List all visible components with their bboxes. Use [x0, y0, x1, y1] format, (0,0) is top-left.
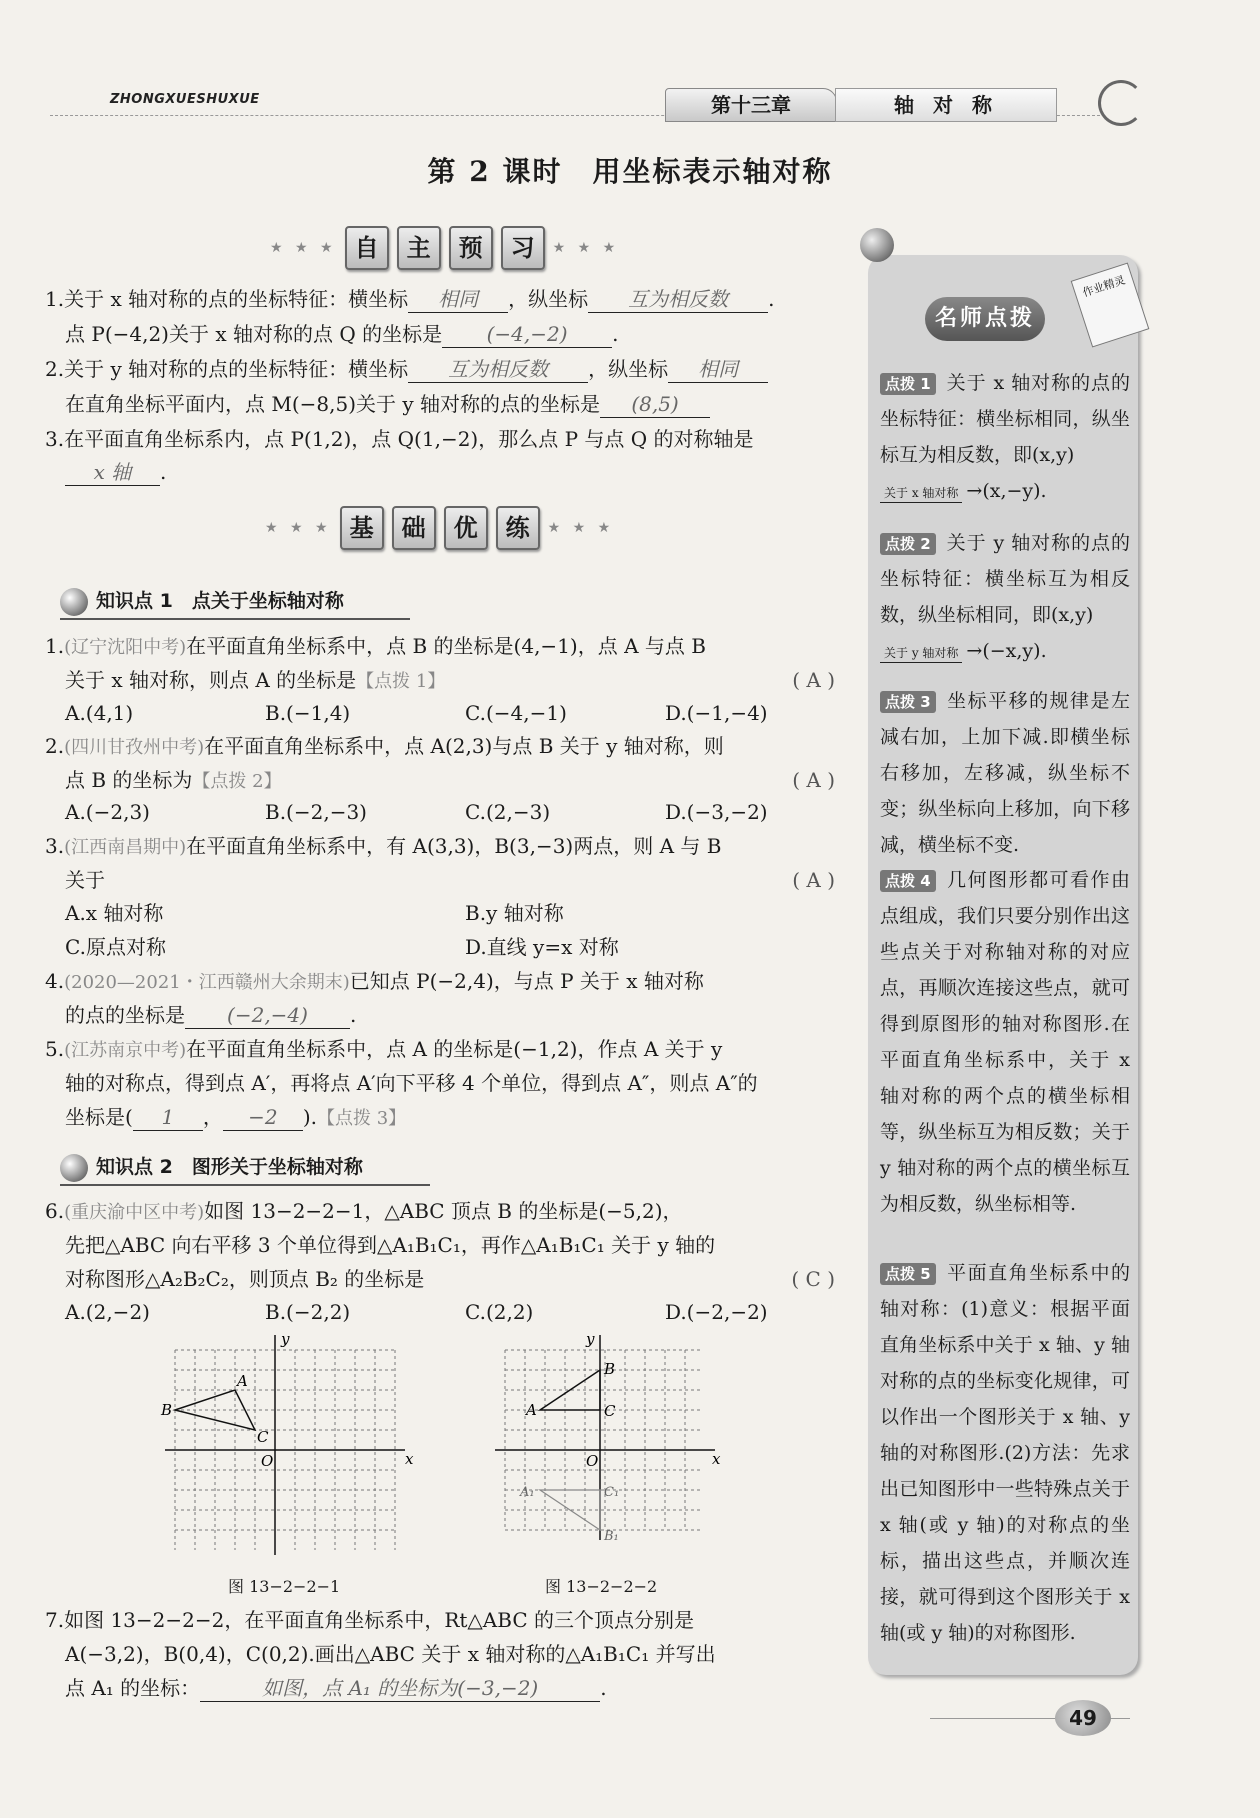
- svg-text:A: A: [237, 1372, 248, 1390]
- banner-char: 基: [340, 506, 384, 550]
- answer-bracket: ( A ): [792, 768, 835, 792]
- svg-text:C₁: C₁: [604, 1485, 620, 1500]
- kp2-underline: [60, 1184, 430, 1186]
- option-a: A.(−2,3): [65, 800, 150, 824]
- option-c: C.原点对称: [65, 935, 166, 959]
- svg-text:O: O: [586, 1452, 599, 1470]
- knowledge-point-2: 知识点 2 图形关于坐标轴对称: [60, 1152, 363, 1182]
- pushpin-icon: [860, 228, 894, 262]
- option-d: D.(−1,−4): [665, 701, 768, 725]
- figure-13-2-2-1: [161, 1330, 425, 1560]
- question-6: 6.(重庆渝中区中考)如图 13−2−2−1，△ABC 顶点 B 的坐标是(−5,2)，: [45, 1199, 683, 1223]
- option-c: C.(2,−3): [465, 800, 551, 824]
- option-d: D.(−2,−2): [665, 1300, 768, 1324]
- tip-3: 点拨 3 坐标平移的规律是左减右加，上加下减.即横坐标右移加，左移减，纵坐标不变；纵坐标向上移加，向下移减，横坐标不变.: [880, 690, 1130, 856]
- figure-caption: 图 13−2−2−2: [545, 1577, 658, 1596]
- section-banner-practice: [265, 504, 614, 552]
- figure-13-2-2-2: [490, 1330, 730, 1560]
- figure-caption: 图 13−2−2−1: [228, 1577, 341, 1596]
- banner-char: 础: [392, 506, 436, 550]
- svg-text:y: y: [281, 1330, 290, 1348]
- svg-text:C: C: [604, 1402, 616, 1420]
- option-d: D.(−3,−2): [665, 800, 768, 824]
- preview-q2b: 在直角坐标平面内，点 M(−8,5)关于 y 轴对称的点的坐标是 (8,5): [65, 388, 855, 420]
- question-4-line2: 的点的坐标是 (−2,−4) .: [65, 1003, 357, 1027]
- header-chapter: 第十三章: [665, 88, 837, 122]
- question-5-line2: 轴的对称点，得到点 A′，再将点 A′向下平移 4 个单位，得到点 A″，则点 A″的: [65, 1071, 758, 1095]
- answer-bracket: ( C ): [791, 1267, 835, 1291]
- arrow-label: 关于 y 轴对称: [880, 644, 962, 663]
- star-icon: ★ ★ ★: [552, 240, 620, 256]
- star-icon: ★ ★ ★: [265, 520, 332, 536]
- banner-char: 预: [449, 226, 493, 270]
- option-c: C.(−4,−1): [465, 701, 567, 725]
- arrow-label: 关于 x 轴对称: [880, 484, 962, 503]
- preview-q2a: 2.关于 y 轴对称的点的坐标特征：横坐标 互为相反数 ，纵坐标 相同: [45, 353, 835, 385]
- question-2: 2.(四川甘孜州中考)在平面直角坐标系中，点 A(2,3)与点 B 关于 y 轴对称，则: [45, 734, 724, 758]
- preview-q1a: 1.关于 x 轴对称的点的坐标特征：横坐标 相同 ，纵坐标 互为相反数 .: [45, 287, 775, 311]
- star-icon: ★ ★ ★: [547, 520, 615, 536]
- question-5: 5.(江苏南京中考)在平面直角坐标系中，点 A 的坐标是(−1,2)，作点 A 关于 y: [45, 1037, 723, 1061]
- banner-char: 优: [444, 506, 488, 550]
- question-6-line2: 先把△ABC 向右平移 3 个单位得到△A₁B₁C₁，再作△A₁B₁C₁ 关于 y 轴的: [65, 1233, 716, 1257]
- question-4: 4.(2020—2021・江西赣州大余期末)已知点 P(−2,4)，与点 P 关于 x 轴对称: [45, 969, 704, 993]
- svg-text:C: C: [257, 1428, 269, 1446]
- tip-tag: 点拨 4: [880, 870, 936, 892]
- sphere-icon: [60, 1154, 88, 1182]
- page-title: 第 2 课时 用坐标表示轴对称: [427, 155, 833, 188]
- svg-text:x: x: [405, 1450, 414, 1468]
- sphere-icon: [60, 588, 88, 616]
- banner-char: 习: [501, 226, 545, 270]
- section-banner-preview: [270, 224, 619, 272]
- answer-bracket: ( A ): [792, 868, 835, 892]
- banner-char: 练: [496, 506, 540, 550]
- kp1-underline: [60, 618, 410, 620]
- question-1: 1.(辽宁沈阳中考)在平面直角坐标系中，点 B 的坐标是(4,−1)，点 A 与点 B: [45, 634, 706, 658]
- question-5-line3: 坐标是( 1 ， −2 ).【点拨 3】: [65, 1105, 407, 1129]
- sidebar-title: 名师点拨: [925, 297, 1045, 341]
- page-number: 49: [1055, 1700, 1111, 1736]
- question-3: 3.(江西南昌期中)在平面直角坐标系中，有 A(3,3)，B(3,−3)两点，则 A 与 B: [45, 834, 722, 858]
- tip-tag: 点拨 5: [880, 1263, 936, 1285]
- tip-tag: 点拨 3: [880, 691, 936, 713]
- question-2-line2: 点 B 的坐标为【点拨 2】 ( A ): [65, 764, 835, 798]
- preview-q1b: 点 P(−4,2)关于 x 轴对称的点 Q 的坐标是 (−4,−2) .: [65, 322, 619, 346]
- svg-text:A: A: [526, 1401, 537, 1419]
- question-7: 7.如图 13−2−2−2，在平面直角坐标系中，Rt△ABC 的三个顶点分别是: [45, 1608, 694, 1632]
- banner-char: 自: [345, 226, 389, 270]
- option-b: B.(−1,4): [265, 701, 351, 725]
- option-d: D.直线 y=x 对称: [465, 935, 619, 959]
- tip-1: 点拨 1 关于 x 轴对称的点的坐标特征：横坐标相同，纵坐标互为相反数，即(x,y) 关于 x 轴对称 →(x,−y).: [880, 372, 1130, 502]
- question-7-line2: A(−3,2)，B(0,4)，C(0,2).画出△ABC 关于 x 轴对称的△A₁B₁C₁ 并写出: [65, 1642, 716, 1666]
- question-6-line3: 对称图形△A₂B₂C₂，则顶点 B₂ 的坐标是 ( C ): [65, 1263, 835, 1295]
- preview-q3a: 3.在平面直角坐标系内，点 P(1,2)，点 Q(1,−2)，那么点 P 与点 Q 的对称轴是: [45, 427, 754, 451]
- option-b: B.y 轴对称: [465, 901, 564, 925]
- option-a: A.(4,1): [65, 701, 134, 725]
- banner-char: 主: [397, 226, 441, 270]
- svg-text:B: B: [604, 1360, 616, 1378]
- option-b: B.(−2,−3): [265, 800, 367, 824]
- header-topic: 轴 对 称: [835, 88, 1057, 122]
- star-icon: ★ ★ ★: [270, 240, 337, 256]
- option-b: B.(−2,2): [265, 1300, 351, 1324]
- option-c: C.(2,2): [465, 1300, 534, 1324]
- tip-tag: 点拨 2: [880, 533, 936, 555]
- question-3-line2: 关于 ( A ): [65, 864, 835, 896]
- answer-bracket: ( A ): [792, 668, 835, 692]
- swirl-icon: [1098, 80, 1144, 126]
- knowledge-point-1: 知识点 1 点关于坐标轴对称: [60, 586, 344, 616]
- option-a: A.(2,−2): [65, 1300, 150, 1324]
- svg-text:x: x: [712, 1450, 721, 1468]
- tip-tag: 点拨 1: [880, 373, 936, 395]
- header-brand: ZHONGXUESHUXUE: [110, 92, 260, 107]
- svg-text:A₁: A₁: [520, 1485, 535, 1500]
- tip-4: 点拨 4 几何图形都可看作由点组成，我们只要分别作出这些点关于对称轴对称的对应点，再顺次连接这些点，就可得到原图形的轴对称图形.在平面直角坐标系中，关于 x 轴对称的两个点的横坐标相等，纵坐标互为相反数；关于 y 轴对称的两个点的横坐标互为相反数，纵坐标相等.: [880, 869, 1130, 1215]
- preview-q3b: x 轴 .: [65, 456, 855, 488]
- option-a: A.x 轴对称: [65, 901, 164, 925]
- svg-text:y: y: [586, 1330, 595, 1348]
- tip-2: 点拨 2 关于 y 轴对称的点的坐标特征：横坐标互为相反数，纵坐标相同，即(x,y) 关于 y 轴对称 →(−x,y).: [880, 532, 1130, 662]
- question-7-line3: 点 A₁ 的坐标： 如图，点 A₁ 的坐标为(−3,−2) .: [65, 1676, 607, 1700]
- question-1-line2: 关于 x 轴对称，则点 A 的坐标是【点拨 1】 ( A ): [65, 664, 835, 698]
- svg-text:B₁: B₁: [604, 1529, 619, 1544]
- stamp-logo: 作业精灵: [1071, 262, 1150, 347]
- svg-text:B: B: [161, 1401, 173, 1419]
- svg-text:O: O: [261, 1452, 274, 1470]
- tip-5: 点拨 5 平面直角坐标系中的轴对称：(1)意义：根据平面直角坐标系中关于 x 轴、y 轴对称的点的坐标变化规律，可以作出一个图形关于 x 轴、y 轴的对称图形.(2)方法：先求出已知图形中一些特殊点关于 x 轴(或 y 轴)的对称点的坐标，描出这些点，并顺次连接，就可得到这个图形关于 x 轴(或 y 轴)的对称图形.: [880, 1262, 1130, 1644]
